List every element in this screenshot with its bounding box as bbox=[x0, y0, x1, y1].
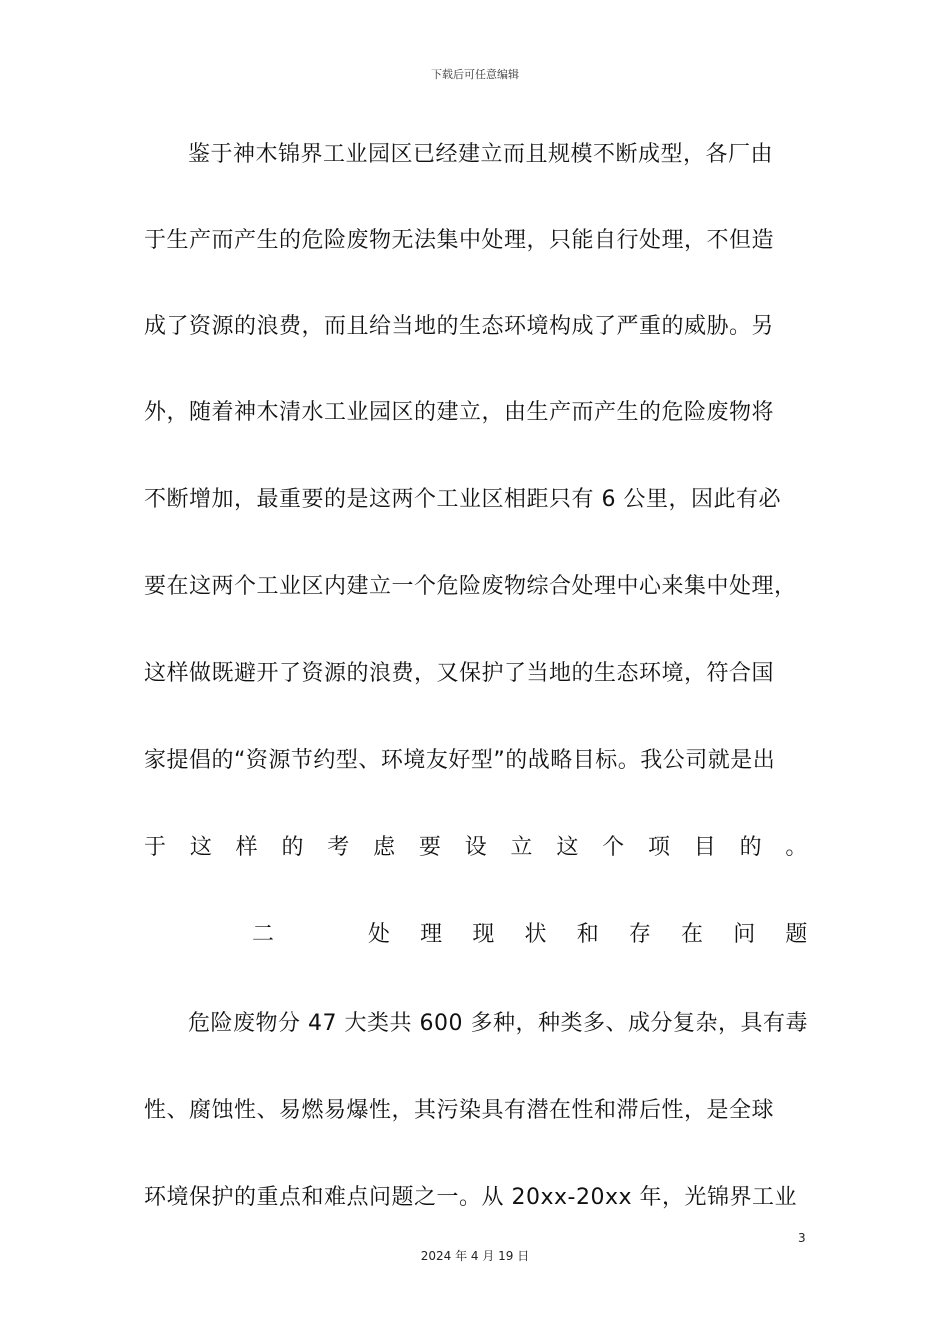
spread-char: 个 bbox=[602, 835, 625, 860]
spread-char: 现 bbox=[472, 922, 495, 947]
page-number: 3 bbox=[798, 1231, 806, 1245]
spread-char: 状 bbox=[524, 922, 548, 947]
spread-char: 的 bbox=[281, 835, 304, 860]
spread-char: 处 bbox=[368, 922, 391, 947]
paragraph-2-line-2: 性、腐蚀性、易燃易爆性，其污染具有潜在性和滞后性，是全球 bbox=[144, 1098, 775, 1123]
spread-char: 和 bbox=[576, 922, 600, 947]
spread-char: 问 bbox=[733, 922, 756, 947]
footer-date: 2024 年 4 月 19 日 bbox=[420, 1249, 530, 1263]
spread-char: 这 bbox=[556, 835, 579, 860]
page-header: 下载后可任意编辑 bbox=[431, 68, 519, 81]
spread-char: 虑 bbox=[373, 835, 396, 860]
spread-char: 存 bbox=[628, 922, 652, 947]
paragraph-1-line-8: 家提倡的“资源节约型、环境友好型”的战略目标。我公司就是出 bbox=[144, 748, 776, 773]
spread-char: 立 bbox=[510, 835, 534, 860]
spread-char: 这 bbox=[189, 835, 213, 860]
paragraph-1-line-3: 成了资源的浪费，而且给当地的生态环境构成了严重的威胁。另 bbox=[144, 314, 775, 339]
spread-char: 在 bbox=[681, 922, 704, 947]
paragraph-1-line-4: 外，随着神木清水工业园区的建立，由生产而产生的危险废物将 bbox=[144, 400, 775, 425]
paragraph-1-line-9 bbox=[144, 833, 808, 863]
spread-char: 样 bbox=[235, 835, 259, 860]
paragraph-1-line-6: 要在这两个工业区内建立一个危险废物综合处理中心来集中处理， bbox=[144, 574, 797, 599]
paragraph-1-line-7: 这样做既避开了资源的浪费，又保护了当地的生态环境，符合国 bbox=[144, 661, 775, 686]
paragraph-1-line-1: 鉴于神木锦界工业园区已经建立而且规模不断成型，各厂由 bbox=[188, 142, 774, 167]
spread-char: 的 bbox=[739, 835, 763, 860]
paragraph-2-line-1: 危险废物分 47 大类共 600 多种，种类多、成分复杂，具有毒 bbox=[188, 1011, 808, 1036]
paragraph-2-line-3: 环境保护的重点和难点问题之一。从 20xx-20xx 年，光锦界工业 bbox=[144, 1185, 797, 1210]
section-title bbox=[368, 920, 808, 950]
section-heading bbox=[252, 920, 808, 950]
paragraph-1-line-2: 于生产而产生的危险废物无法集中处理，只能自行处理，不但造 bbox=[144, 228, 775, 253]
spread-char: 项 bbox=[647, 835, 671, 860]
spread-char: 要 bbox=[418, 835, 442, 860]
spread-char: 题 bbox=[785, 922, 808, 947]
spread-char: 理 bbox=[420, 922, 443, 947]
spread-char: 。 bbox=[785, 835, 808, 860]
spread-char: 设 bbox=[464, 835, 488, 860]
paragraph-1-line-5: 不断增加，最重要的是这两个工业区相距只有 6 公里，因此有必 bbox=[144, 487, 781, 512]
section-number: 二 bbox=[252, 922, 275, 947]
spread-char: 考 bbox=[327, 835, 350, 860]
spread-char: 目 bbox=[693, 835, 717, 860]
spread-char: 于 bbox=[144, 835, 167, 860]
